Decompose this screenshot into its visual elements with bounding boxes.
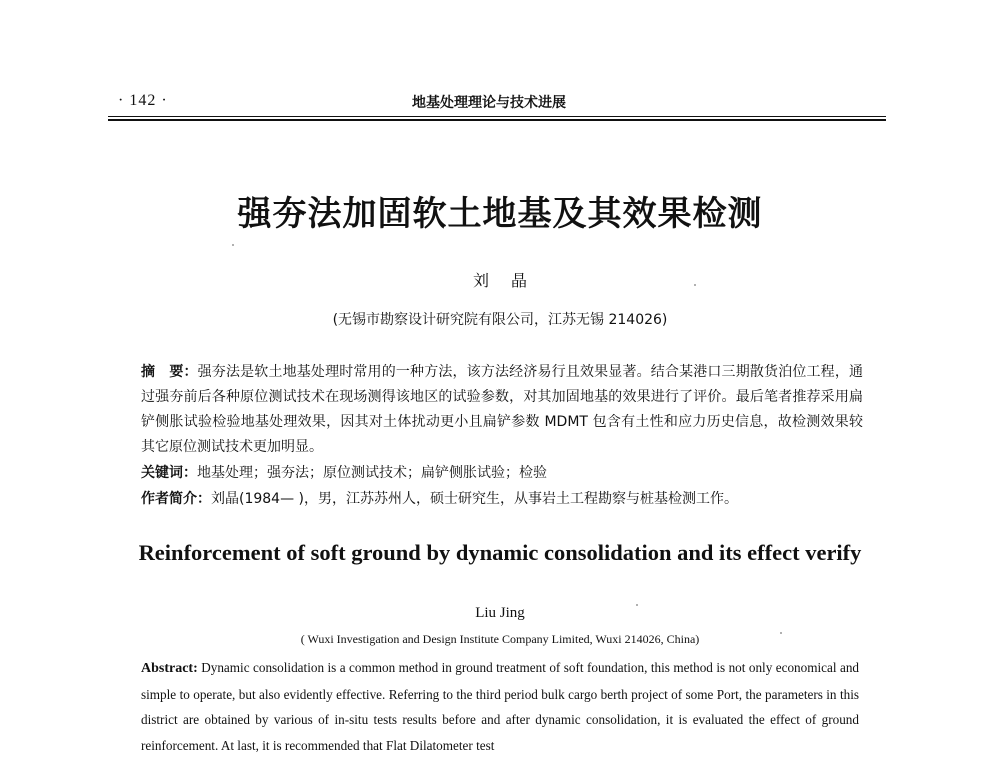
scan-speck <box>694 284 696 286</box>
english-abstract <box>141 655 859 758</box>
english-abstract-text: Dynamic consolidation is a common method in ground treatment of soft foundation, this method is not only economical and simple to operate, but also evidently effective. Referring to the third period bulk cargo berth project of some Port, the parameters in this district are obtained by various of in-situ tests results before and after dynamic consolidation, it is evaluated the effect of ground reinforcement. At last, it is recommended that Flat Dilatometer test <box>141 660 860 753</box>
english-affiliation: ( Wuxi Investigation and Design Institute Company Limited, Wuxi 214026, China) <box>300 632 700 646</box>
author-bio-label: 作者简介： <box>141 491 211 507</box>
english-author: Liu Jing <box>475 605 525 621</box>
chinese-abstract-text: 强夯法是软土地基处理时常用的一种方法，该方法经济易行且效果显著。结合某港口三期散货泊位工程，通过强夯前后各种原位测试技术在现场测得该地区的试验参数，对其加固地基的效果进行了评价。最后笔者推荐采用扁铲侧胀试验检验地基处理效果，因其对土体扰动更小且扁铲参数 MDMT 包含有土性和应力历史信息，故检测效果较其它原位测试技术更加明显。 <box>141 364 863 455</box>
chinese-abstract <box>141 360 863 460</box>
author-bio <box>141 487 881 512</box>
author-bio-text: 刘晶(1984— )，男，江苏苏州人，硕士研究生，从事岩土工程勘察与桩基检测工作。 <box>211 491 739 507</box>
chinese-keywords-text: 地基处理；强夯法；原位测试技术；扁铲侧胀试验；检验 <box>197 465 547 481</box>
scan-speck <box>232 244 234 246</box>
english-title: Reinforcement of soft ground by dynamic consolidation and its effect verify <box>138 540 862 565</box>
chinese-affiliation: (无锡市勘察设计研究院有限公司，江苏无锡 214026) <box>332 312 668 328</box>
header-rule-thick <box>108 119 886 121</box>
running-title: 地基处理理论与技术进展 <box>412 95 566 111</box>
chinese-author: 刘晶 <box>472 271 549 290</box>
chinese-keywords <box>141 461 881 486</box>
chinese-keywords-label: 关键词： <box>141 465 197 481</box>
scan-speck <box>780 632 782 634</box>
chinese-title: 强夯法加固软土地基及其效果检测 <box>237 194 763 234</box>
english-abstract-label: Abstract: <box>141 661 198 676</box>
chinese-abstract-label: 摘 要： <box>141 364 198 380</box>
page-number: · 142 · <box>118 92 168 109</box>
header-rule-thin <box>108 116 886 117</box>
scan-speck <box>636 604 638 606</box>
